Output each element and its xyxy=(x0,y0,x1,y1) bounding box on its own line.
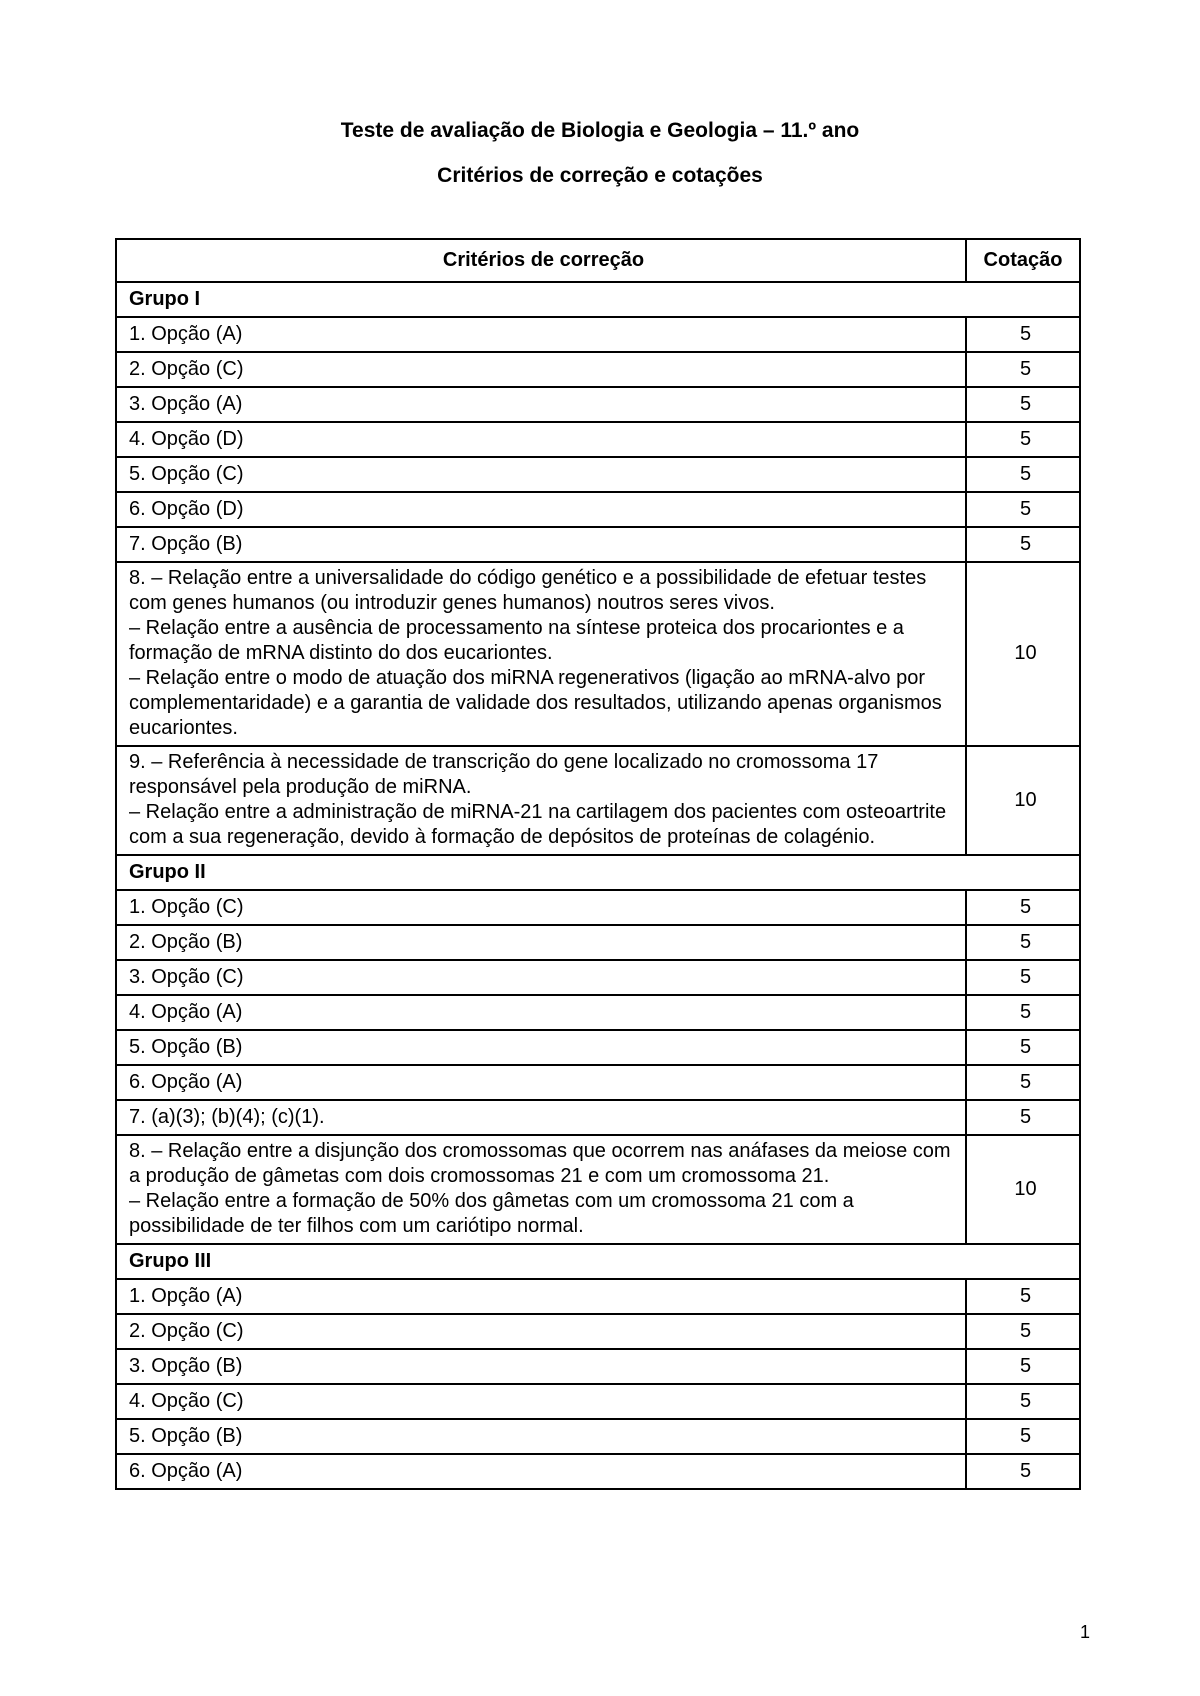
table-row xyxy=(116,422,1080,457)
table-row xyxy=(116,352,1080,387)
criteria-text: 3. Opção (C) xyxy=(129,965,244,988)
criteria-text: 3. Opção (B) xyxy=(129,1354,243,1377)
criteria-text: 1. Opção (A) xyxy=(129,322,243,345)
group-header-row xyxy=(116,282,1080,317)
criteria-text: 1. Opção (C) xyxy=(129,895,244,918)
document-subtitle: Critérios de correção e cotações xyxy=(437,164,763,187)
header-score: Cotação xyxy=(966,239,1080,282)
criteria-cell xyxy=(116,387,966,422)
criteria-cell xyxy=(116,1100,966,1135)
criteria-cell xyxy=(116,1030,966,1065)
group-title: Grupo I xyxy=(116,282,1080,317)
criteria-cell xyxy=(116,890,966,925)
criteria-table xyxy=(115,238,1081,1490)
score-cell: 5 xyxy=(966,527,1080,562)
criteria-text: 2. Opção (C) xyxy=(129,1319,244,1342)
score-cell: 5 xyxy=(966,422,1080,457)
header-criteria: Critérios de correção xyxy=(116,239,966,282)
criteria-text: 2. Opção (B) xyxy=(129,930,243,953)
criteria-text: 5. Opção (B) xyxy=(129,1035,243,1058)
score-cell: 5 xyxy=(966,352,1080,387)
score-cell: 5 xyxy=(966,1030,1080,1065)
table-row xyxy=(116,527,1080,562)
table-row xyxy=(116,890,1080,925)
group-header-row xyxy=(116,855,1080,890)
table-row xyxy=(116,1384,1080,1419)
table-row xyxy=(116,1454,1080,1489)
criteria-text: 6. Opção (A) xyxy=(129,1070,243,1093)
score-cell: 5 xyxy=(966,1384,1080,1419)
criteria-cell xyxy=(116,562,966,746)
score-cell: 5 xyxy=(966,995,1080,1030)
score-cell: 5 xyxy=(966,1065,1080,1100)
criteria-cell xyxy=(116,1384,966,1419)
table-row xyxy=(116,1349,1080,1384)
criteria-text: 7. Opção (B) xyxy=(129,532,243,555)
score-cell: 5 xyxy=(966,1419,1080,1454)
score-cell: 5 xyxy=(966,1349,1080,1384)
table-row xyxy=(116,1065,1080,1100)
table-row xyxy=(116,1135,1080,1244)
table-row xyxy=(116,960,1080,995)
criteria-cell xyxy=(116,1349,966,1384)
criteria-text: 6. Opção (D) xyxy=(129,497,244,520)
table-row xyxy=(116,492,1080,527)
criteria-text: 9. – Referência à necessidade de transcrição do gene localizado no cromossoma 17 responsável pela produção de miRNA. xyxy=(129,751,879,798)
score-cell: 5 xyxy=(966,925,1080,960)
score-cell: 5 xyxy=(966,1279,1080,1314)
criteria-text: 8. – Relação entre a disjunção dos cromossomas que ocorrem nas anáfases da meiose com a produção de gâmetas com dois cromossomas 21 e com um cromossoma 21. xyxy=(129,1140,951,1187)
table-row xyxy=(116,317,1080,352)
criteria-text: – Relação entre a administração de miRNA-21 na cartilagem dos pacientes com osteoartrite com a sua regeneração, devido à formação de depósitos de proteínas de colagénio. xyxy=(129,801,947,848)
criteria-cell xyxy=(116,1065,966,1100)
table-row xyxy=(116,1030,1080,1065)
criteria-cell xyxy=(116,1314,966,1349)
criteria-cell xyxy=(116,960,966,995)
criteria-text: 6. Opção (A) xyxy=(129,1459,243,1482)
criteria-text: 4. Opção (C) xyxy=(129,1389,244,1412)
criteria-text: 2. Opção (C) xyxy=(129,357,244,380)
criteria-text: 7. (a)(3); (b)(4); (c)(1). xyxy=(129,1105,325,1128)
group-title: Grupo III xyxy=(116,1244,1080,1279)
table-row xyxy=(116,457,1080,492)
score-cell: 5 xyxy=(966,1100,1080,1135)
score-cell: 5 xyxy=(966,457,1080,492)
criteria-cell xyxy=(116,317,966,352)
criteria-text: 5. Opção (C) xyxy=(129,462,244,485)
group-header-row xyxy=(116,1244,1080,1279)
criteria-cell xyxy=(116,457,966,492)
criteria-text: – Relação entre o modo de atuação dos miRNA regenerativos (ligação ao mRNA-alvo por complementaridade) e a garantia de validade dos resultados, utilizando apenas organismos eucariontes. xyxy=(129,667,942,739)
table-row xyxy=(116,562,1080,746)
criteria-cell xyxy=(116,352,966,387)
criteria-text: 4. Opção (A) xyxy=(129,1000,243,1023)
criteria-text: 5. Opção (B) xyxy=(129,1424,243,1447)
score-cell: 5 xyxy=(966,960,1080,995)
score-cell: 5 xyxy=(966,387,1080,422)
score-cell: 10 xyxy=(966,746,1080,855)
table-row xyxy=(116,387,1080,422)
table-row xyxy=(116,925,1080,960)
table-row xyxy=(116,1419,1080,1454)
table-row xyxy=(116,1279,1080,1314)
score-cell: 10 xyxy=(966,562,1080,746)
criteria-text: – Relação entre a formação de 50% dos gâmetas com um cromossoma 21 com a possibilidade de ter filhos com um cariótipo normal. xyxy=(129,1190,854,1237)
criteria-cell xyxy=(116,1135,966,1244)
criteria-cell xyxy=(116,1454,966,1489)
criteria-text: – Relação entre a ausência de processamento na síntese proteica dos procariontes e a formação de mRNA distinto do dos eucariontes. xyxy=(129,617,904,664)
criteria-cell xyxy=(116,1419,966,1454)
table-row xyxy=(116,1314,1080,1349)
criteria-text: 3. Opção (A) xyxy=(129,392,243,415)
criteria-text: 4. Opção (D) xyxy=(129,427,244,450)
score-cell: 5 xyxy=(966,492,1080,527)
document-title: Teste de avaliação de Biologia e Geologia – 11.º ano xyxy=(340,119,860,142)
criteria-cell xyxy=(116,995,966,1030)
criteria-cell xyxy=(116,1279,966,1314)
criteria-table-body xyxy=(116,282,1080,1489)
page-number: 1 xyxy=(1080,1622,1091,1642)
criteria-cell xyxy=(116,527,966,562)
table-row xyxy=(116,995,1080,1030)
criteria-cell xyxy=(116,492,966,527)
score-cell: 5 xyxy=(966,317,1080,352)
criteria-text: 1. Opção (A) xyxy=(129,1284,243,1307)
score-cell: 5 xyxy=(966,1314,1080,1349)
score-cell: 10 xyxy=(966,1135,1080,1244)
table-row xyxy=(116,746,1080,855)
table-row xyxy=(116,1100,1080,1135)
table-header-row xyxy=(116,239,1080,282)
score-cell: 5 xyxy=(966,1454,1080,1489)
criteria-cell xyxy=(116,746,966,855)
criteria-cell xyxy=(116,422,966,457)
score-cell: 5 xyxy=(966,890,1080,925)
group-title: Grupo II xyxy=(116,855,1080,890)
criteria-cell xyxy=(116,925,966,960)
criteria-text: 8. – Relação entre a universalidade do código genético e a possibilidade de efetuar testes com genes humanos (ou introduzir genes humanos) noutros seres vivos. xyxy=(129,567,927,614)
